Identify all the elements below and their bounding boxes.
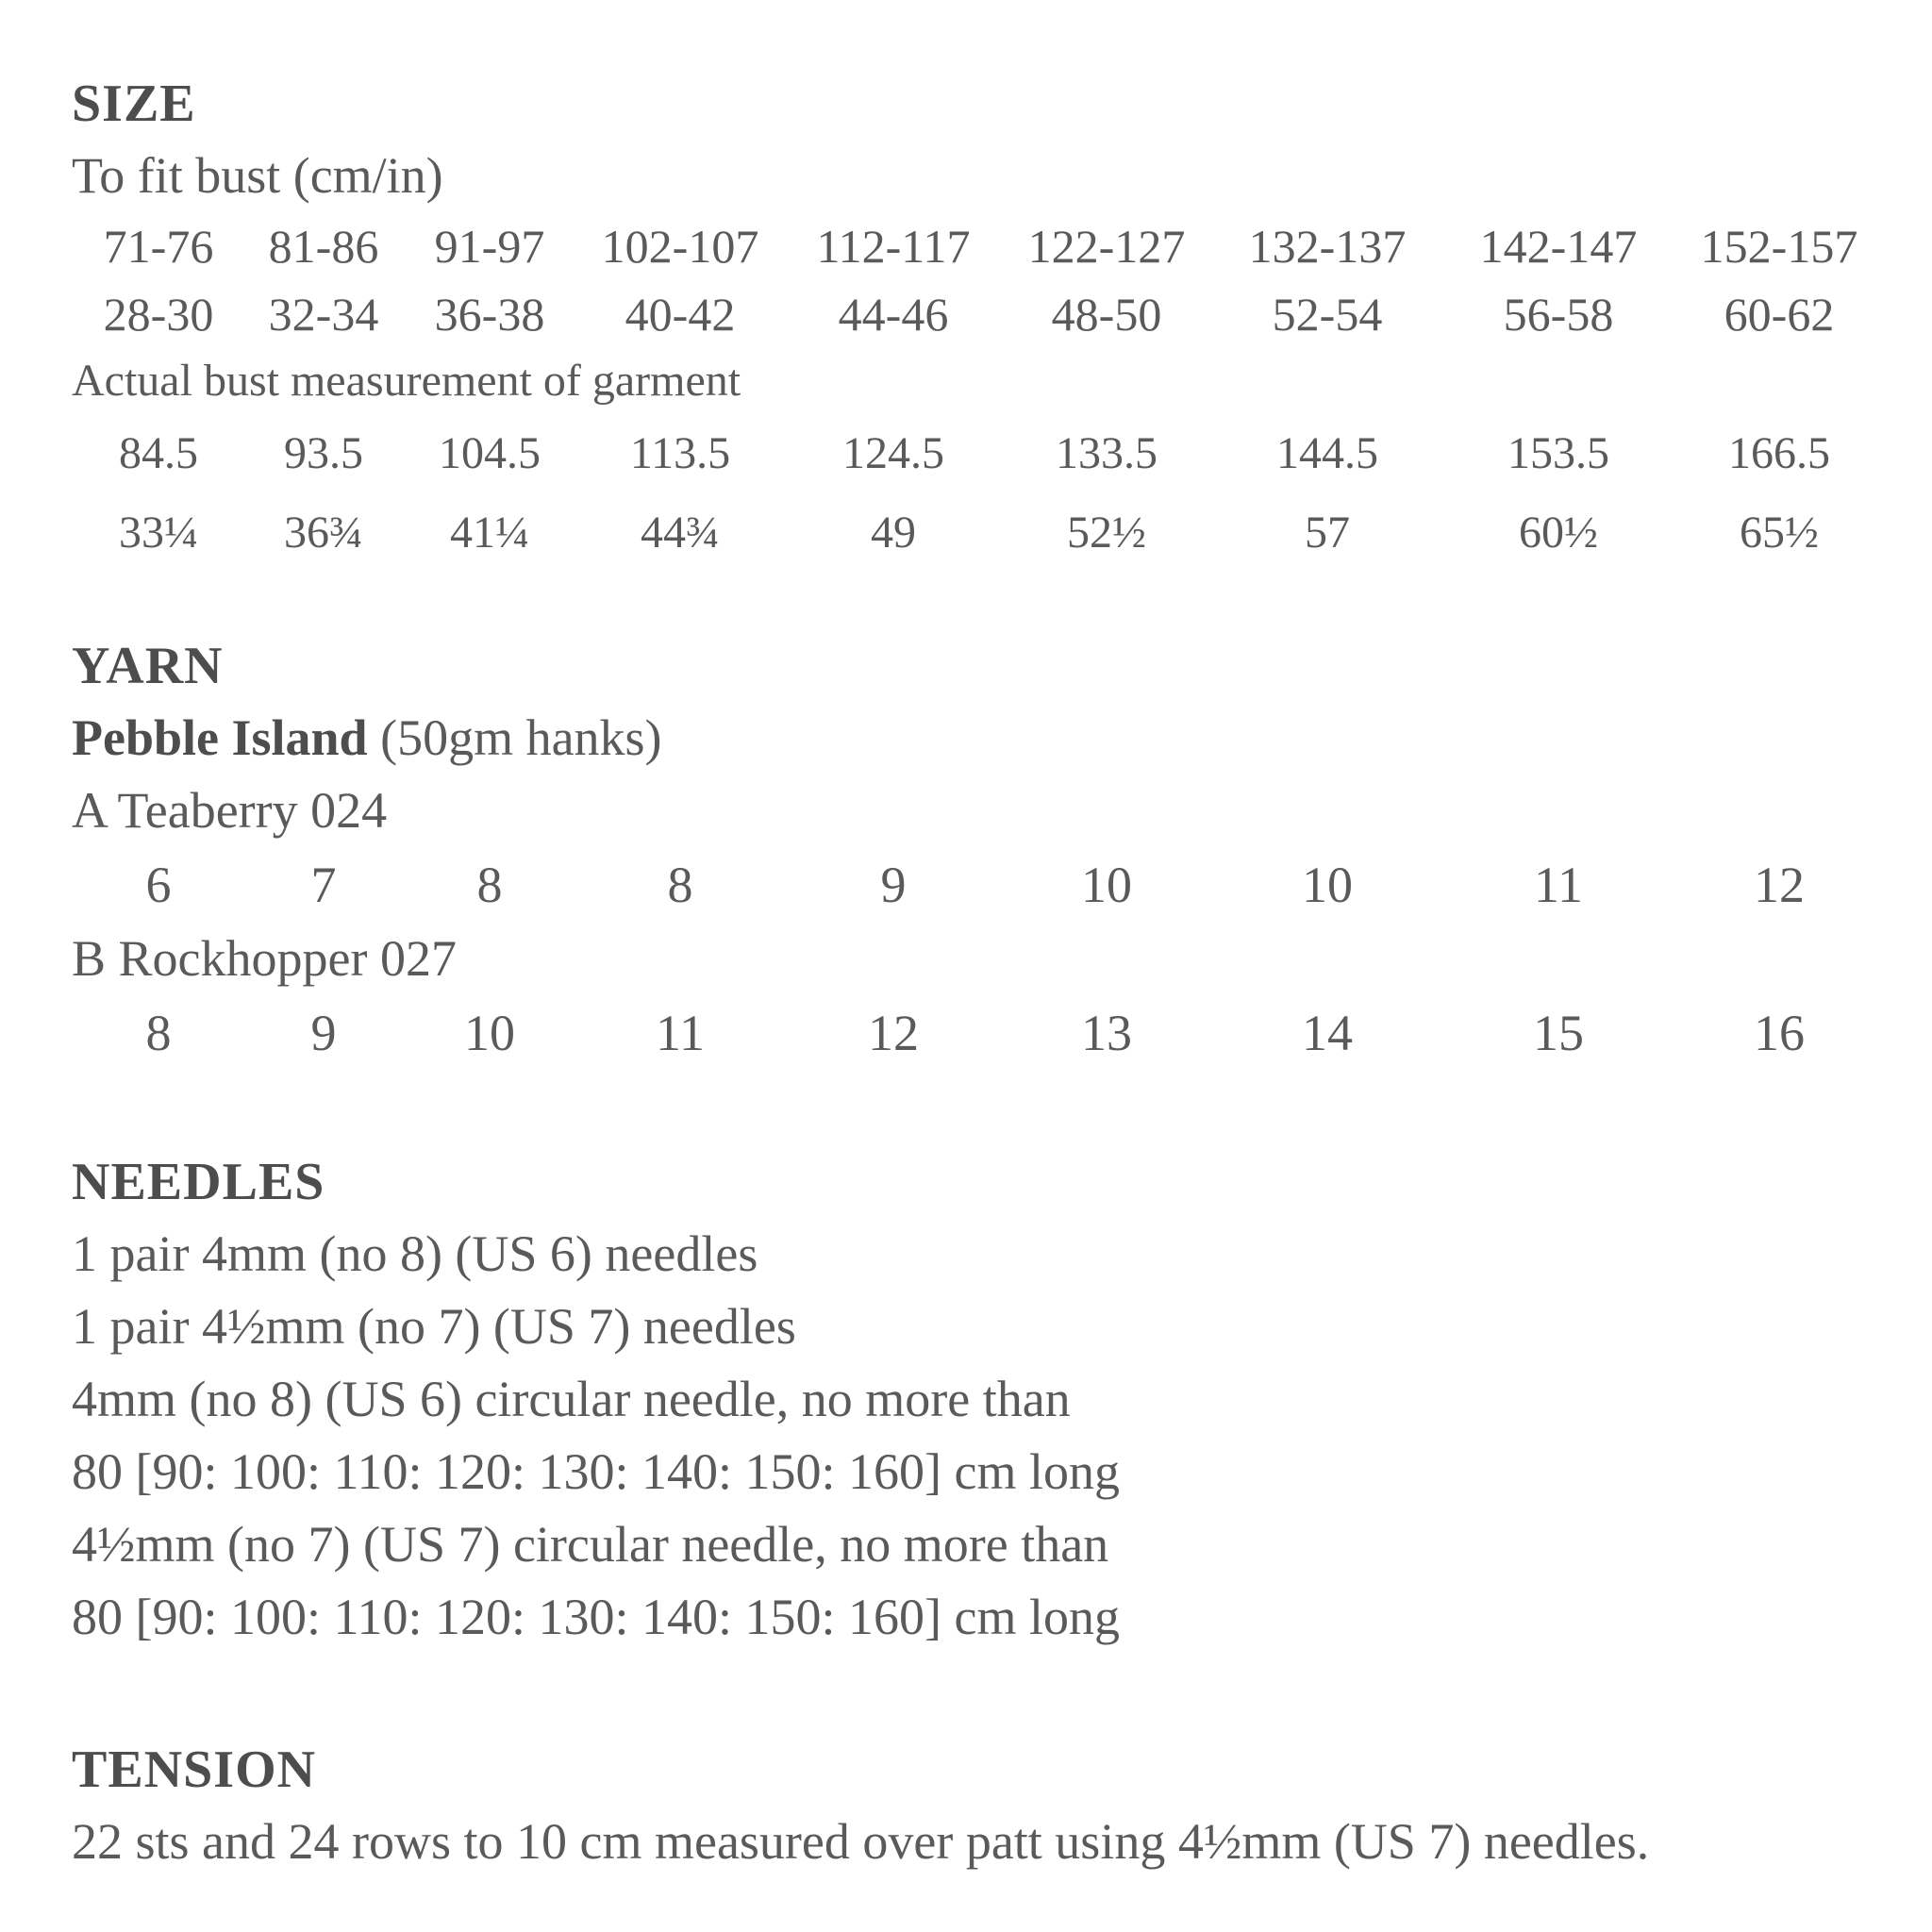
size-value-cell: 9 <box>310 1005 337 1061</box>
tension-heading: TENSION <box>72 1740 317 1799</box>
size-value-cell: 52-54 <box>1272 288 1383 341</box>
size-value-cell: 15 <box>1533 1005 1584 1061</box>
size-value-cell: 48-50 <box>1051 288 1162 341</box>
size-value-cell: 65½ <box>1740 508 1819 558</box>
size-value-cell: 33¼ <box>119 508 198 558</box>
size-value-cell: 36-38 <box>434 288 545 341</box>
yarn-name-line <box>72 702 1904 774</box>
size-section <box>72 68 1904 573</box>
size-value-cell: 10 <box>464 1005 515 1061</box>
size-value-cell: 11 <box>656 1005 705 1061</box>
size-value-cell: 81-86 <box>268 220 379 273</box>
size-value-cell: 104.5 <box>439 428 541 478</box>
size-value-cell: 9 <box>880 857 907 913</box>
size-value-cell: 142-147 <box>1479 220 1638 273</box>
size-value-cell: 10 <box>1081 857 1132 913</box>
size-value-cell: 60½ <box>1519 508 1598 558</box>
size-value-cell: 44-46 <box>838 288 949 341</box>
size-value-cell: 8 <box>667 857 693 913</box>
size-value-cell: 40-42 <box>625 288 736 341</box>
needle-line: 4mm (no 8) (US 6) circular needle, no more than <box>72 1371 1071 1427</box>
yarn-heading: YARN <box>72 637 224 695</box>
tension-text: 22 sts and 24 rows to 10 cm measured over patt using 4½mm (US 7) needles. <box>72 1813 1650 1870</box>
size-value-cell: 102-107 <box>601 220 759 273</box>
to-fit-cm-row <box>72 212 1904 280</box>
size-value-cell: 44¾ <box>641 508 720 558</box>
actual-cm-row <box>72 414 1904 493</box>
size-value-cell: 132-137 <box>1248 220 1407 273</box>
actual-in-row <box>72 493 1904 573</box>
colour-a-quantity-row <box>72 847 1904 923</box>
actual-bust-label: Actual bust measurement of garment <box>72 356 741 406</box>
size-value-cell: 10 <box>1302 857 1353 913</box>
needle-line: 80 [90: 100: 110: 120: 130: 140: 150: 160] cm long <box>72 1443 1120 1500</box>
size-value-cell: 7 <box>310 857 337 913</box>
size-value-cell: 84.5 <box>119 428 198 478</box>
size-heading: SIZE <box>72 75 196 133</box>
to-fit-in-row <box>72 280 1904 348</box>
size-value-cell: 13 <box>1081 1005 1132 1061</box>
size-value-cell: 71-76 <box>103 220 214 273</box>
size-value-cell: 11 <box>1534 857 1583 913</box>
size-value-cell: 52½ <box>1067 508 1146 558</box>
size-value-cell: 93.5 <box>284 428 363 478</box>
size-value-cell: 36¾ <box>284 508 363 558</box>
size-value-cell: 32-34 <box>268 288 379 341</box>
yarn-name-suffix: (50gm hanks) <box>380 709 662 766</box>
size-value-cell: 133.5 <box>1056 428 1158 478</box>
size-value-cell: 12 <box>1754 857 1805 913</box>
size-value-cell: 57 <box>1305 508 1350 558</box>
needle-line: 1 pair 4mm (no 8) (US 6) needles <box>72 1225 758 1282</box>
size-value-cell: 124.5 <box>842 428 944 478</box>
needles-heading: NEEDLES <box>72 1153 325 1211</box>
colour-a-label: A Teaberry 024 <box>72 782 388 839</box>
yarn-section <box>72 630 1904 1071</box>
size-value-cell: 6 <box>145 857 172 913</box>
size-value-cell: 152-157 <box>1700 220 1858 273</box>
size-value-cell: 153.5 <box>1507 428 1609 478</box>
size-value-cell: 8 <box>145 1005 172 1061</box>
needle-line: 80 [90: 100: 110: 120: 130: 140: 150: 160] cm long <box>72 1589 1120 1645</box>
size-value-cell: 112-117 <box>816 220 971 273</box>
tension-section <box>72 1734 1904 1878</box>
size-value-cell: 91-97 <box>434 220 545 273</box>
size-value-cell: 16 <box>1754 1005 1805 1061</box>
size-value-cell: 49 <box>871 508 916 558</box>
needles-section <box>72 1146 1904 1654</box>
size-value-cell: 166.5 <box>1728 428 1830 478</box>
size-value-cell: 122-127 <box>1027 220 1186 273</box>
size-value-cell: 12 <box>868 1005 919 1061</box>
size-value-cell: 144.5 <box>1276 428 1378 478</box>
needle-line: 4½mm (no 7) (US 7) circular needle, no more than <box>72 1516 1109 1573</box>
colour-b-label: B Rockhopper 027 <box>72 930 457 987</box>
size-value-cell: 41¼ <box>450 508 529 558</box>
size-value-cell: 60-62 <box>1724 288 1835 341</box>
colour-b-quantity-row <box>72 995 1904 1071</box>
size-value-cell: 14 <box>1302 1005 1353 1061</box>
size-value-cell: 113.5 <box>629 428 731 478</box>
yarn-name: Pebble Island <box>72 709 368 766</box>
needle-line: 1 pair 4½mm (no 7) (US 7) needles <box>72 1298 796 1355</box>
to-fit-bust-label: To fit bust (cm/in) <box>72 147 443 204</box>
size-value-cell: 8 <box>476 857 503 913</box>
size-value-cell: 56-58 <box>1503 288 1614 341</box>
size-value-cell: 28-30 <box>103 288 214 341</box>
